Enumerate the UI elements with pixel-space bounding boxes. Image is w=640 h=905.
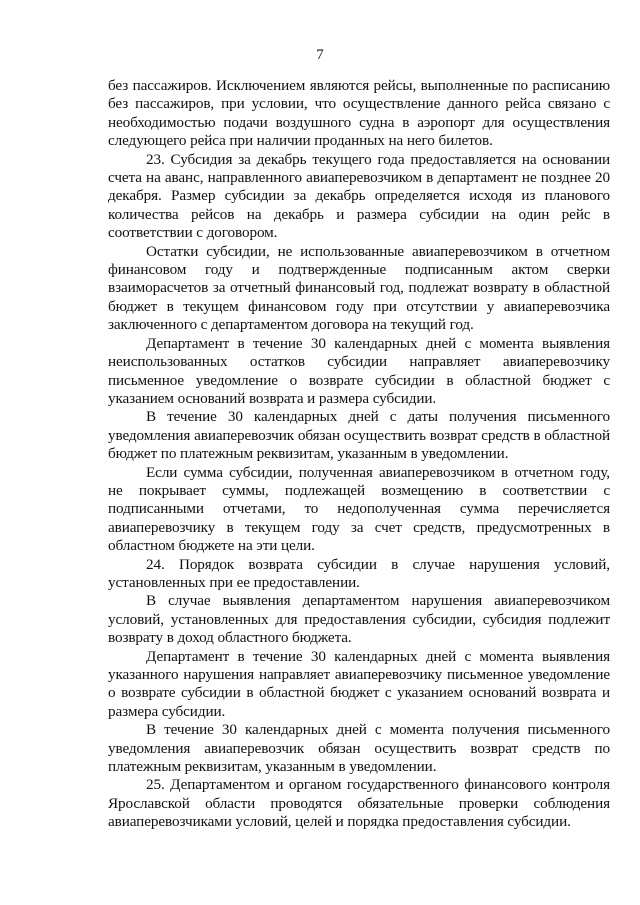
page-number: 7 — [316, 47, 324, 63]
paragraph-clause-23: 23. Субсидия за декабрь текущего года предоставляется на основании счета на аванс, направленного авиаперевозчиком в департамент не позднее 20 декабря. Размер субсидии за декабрь определяется исходя из планового количества рейсов на декабрь и размера субсидии на один рейс в соответствии с договором. — [108, 150, 610, 242]
paragraph-department-notice: Департамент в течение 30 календарных дней с момента выявления неиспользованных остатков субсидии направляет авиаперевозчику письменное уведомление о возврате субсидии в областной бюджет с указанием оснований возврата и размера субсидии. — [108, 334, 610, 407]
paragraph-violation-return: В течение 30 календарных дней с момента получения письменного уведомления авиаперевозчик обязан осуществить возврат средств по платежным реквизитам, указанным в уведомлении. — [108, 721, 610, 776]
document-body — [108, 77, 610, 832]
paragraph-violation: В случае выявления департаментом нарушения авиаперевозчиком условий, установленных для предоставления субсидии, субсидия подлежит возврату в доход областного бюджета. — [108, 592, 610, 647]
paragraph-return-deadline: В течение 30 календарных дней с даты получения письменного уведомления авиаперевозчик обязан осуществить возврат средств в областной бюджет по платежным реквизитам, указанным в уведомлении. — [108, 408, 610, 463]
paragraph-clause-25: 25. Департаментом и органом государственного финансового контроля Ярославской области проводятся обязательные проверки соблюдения авиаперевозчиками условий, целей и порядка предоставления субсидии. — [108, 776, 610, 831]
paragraph-continuation: без пассажиров. Исключением являются рейсы, выполненные по расписанию без пассажиров, при условии, что осуществление данного рейса связано с необходимостью подачи воздушного судна в аэропорт для осуществления следующего рейса при наличии проданных на него билетов. — [108, 77, 610, 150]
paragraph-violation-notice: Департамент в течение 30 календарных дней с момента выявления указанного нарушения направляет авиаперевозчику письменное уведомление о возврате субсидии в областной бюджет с указанием оснований возврата и размера субсидии. — [108, 647, 610, 720]
paragraph-shortfall: Если сумма субсидии, полученная авиаперевозчиком в отчетном году, не покрывает суммы, подлежащей возмещению в соответствии с подписанными отчетами, то недополученная сумма перечисляется авиаперевозчику в текущем году за счет средств, предусмотренных в областном бюджете на эти цели. — [108, 463, 610, 555]
paragraph-unused-balances: Остатки субсидии, не использованные авиаперевозчиком в отчетном финансовом году и подтвержденные подписанным актом сверки взаиморасчетов за отчетный финансовый год, подлежат возврату в областной бюджет в текущем финансовом году при отсутствии у авиаперевозчика заключенного с департаментом договора на текущий год. — [108, 242, 610, 334]
paragraph-clause-24: 24. Порядок возврата субсидии в случае нарушения условий, установленных при ее предоставлении. — [108, 555, 610, 591]
